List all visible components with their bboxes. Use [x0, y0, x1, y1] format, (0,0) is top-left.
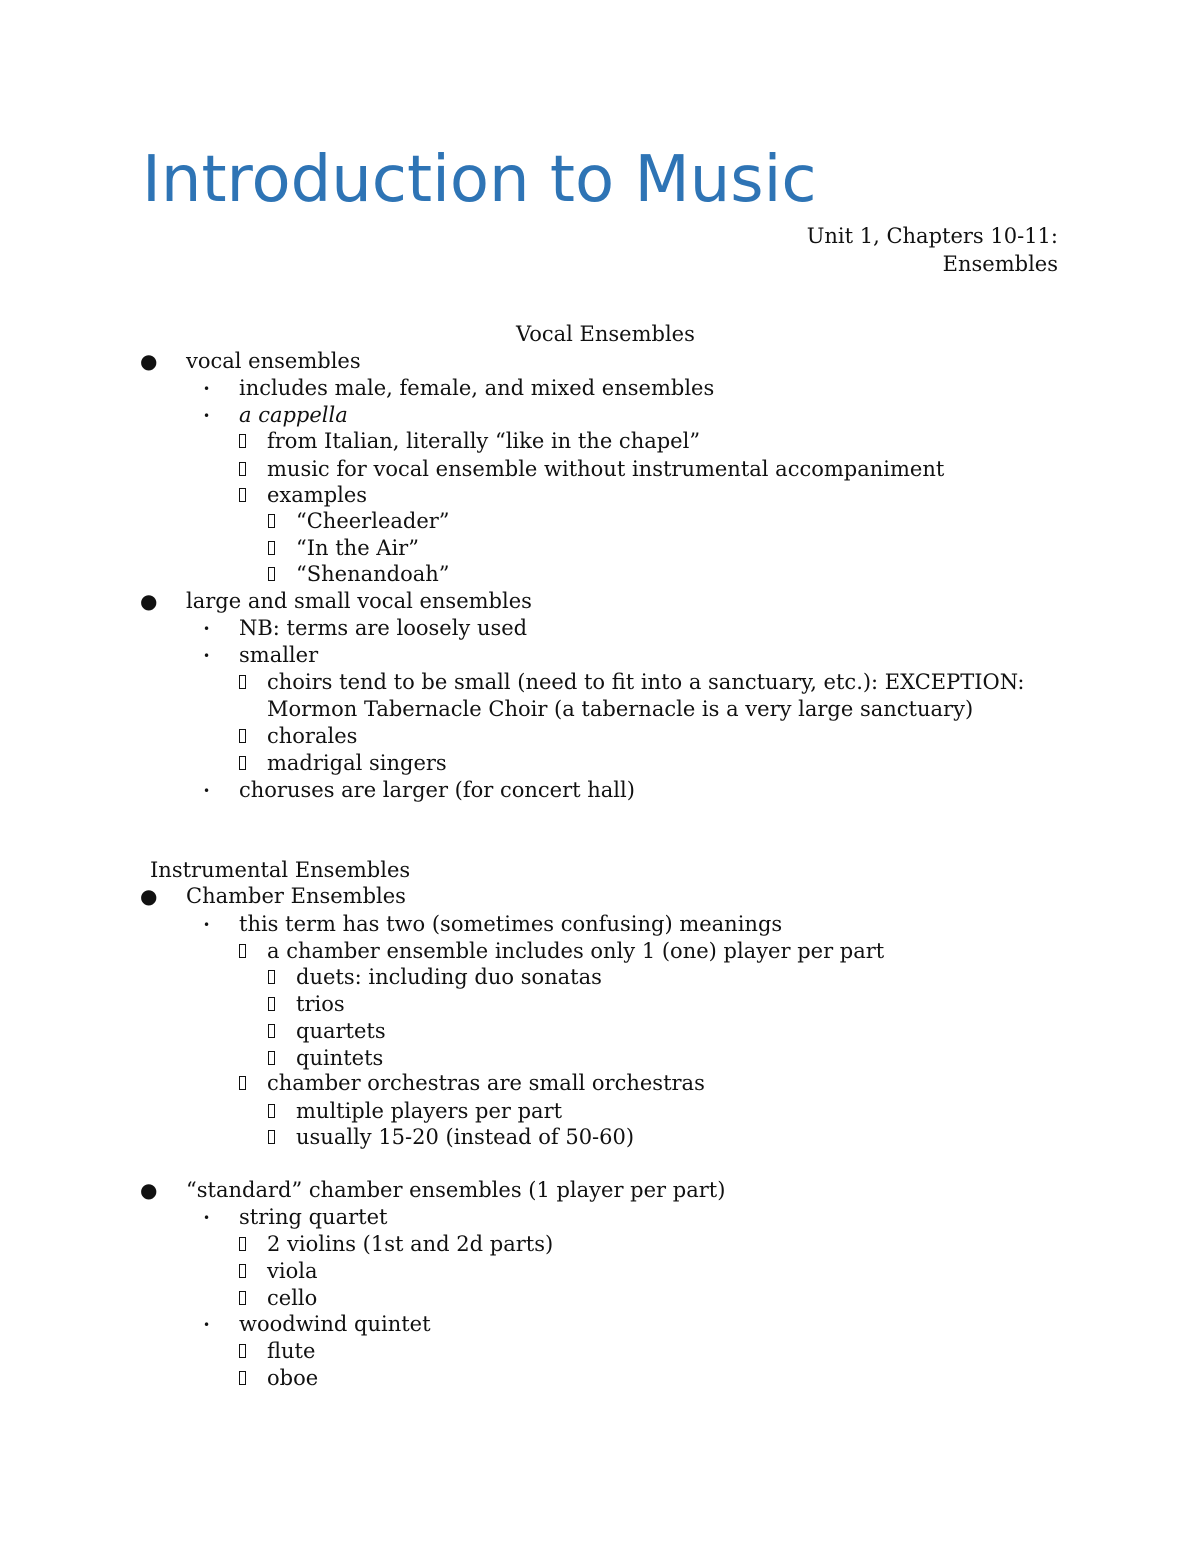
list-item: ● “standard” chamber ensembles (1 player per part) [140, 1178, 726, 1202]
missing-glyph-bullet-icon [268, 970, 275, 984]
bullet-icon: ● [140, 349, 158, 373]
small-bullet-icon: • [203, 1318, 211, 1332]
list-item: chorales [267, 723, 357, 750]
small-bullet-icon: • [203, 784, 211, 798]
list-item: • woodwind quintet [239, 1311, 431, 1338]
missing-glyph-bullet-icon [239, 488, 246, 502]
bullet-icon: ● [140, 589, 158, 613]
bullet-icon: ● [140, 1178, 158, 1202]
list-item: • this term has two (sometimes confusing) meanings [239, 911, 782, 938]
missing-glyph-bullet-icon [239, 675, 246, 689]
list-item: cello [267, 1285, 317, 1312]
section-heading-vocal: Vocal Ensembles [516, 322, 695, 346]
list-item: “Cheerleader” [296, 508, 450, 535]
small-bullet-icon: • [203, 409, 211, 423]
missing-glyph-bullet-icon [268, 1024, 275, 1038]
missing-glyph-bullet-icon [239, 729, 246, 743]
list-item: flute [267, 1338, 315, 1365]
bullet-icon: ● [140, 884, 158, 908]
list-item: • choruses are larger (for concert hall) [239, 777, 635, 804]
missing-glyph-bullet-icon [239, 1291, 246, 1305]
small-bullet-icon: • [203, 622, 211, 636]
small-bullet-icon: • [203, 1211, 211, 1225]
list-item: madrigal singers [267, 750, 447, 777]
missing-glyph-bullet-icon [239, 462, 246, 476]
list-item: • a cappella [239, 402, 348, 429]
list-item: ● vocal ensembles [140, 349, 361, 373]
missing-glyph-bullet-icon [239, 434, 246, 448]
missing-glyph-bullet-icon [268, 541, 275, 555]
list-item: quintets [296, 1045, 383, 1072]
list-item: “Shenandoah” [296, 561, 450, 588]
list-item: • NB: terms are loosely used [239, 615, 527, 642]
list-item: • includes male, female, and mixed ensembles [239, 375, 714, 402]
document-subtitle [658, 222, 1058, 278]
list-item: ● large and small vocal ensembles [140, 589, 532, 613]
list-item: from Italian, literally “like in the chapel” [267, 428, 700, 455]
missing-glyph-bullet-icon [268, 1104, 275, 1118]
list-item: a chamber ensemble includes only 1 (one) player per part [267, 938, 884, 965]
section-heading-instrumental: Instrumental Ensembles [150, 858, 411, 882]
subtitle-unit-line: Unit 1, Chapters 10-11: [806, 224, 1058, 248]
list-item: • string quartet [239, 1204, 387, 1231]
list-item: chamber orchestras are small orchestras [267, 1070, 705, 1097]
missing-glyph-bullet-icon [239, 1344, 246, 1358]
list-item: ● Chamber Ensembles [140, 884, 406, 908]
missing-glyph-bullet-icon [268, 1130, 275, 1144]
missing-glyph-bullet-icon [268, 514, 275, 528]
list-item: examples [267, 482, 367, 509]
list-item: trios [296, 991, 345, 1018]
missing-glyph-bullet-icon [239, 1076, 246, 1090]
list-item: “In the Air” [296, 535, 419, 562]
missing-glyph-bullet-icon [268, 567, 275, 581]
small-bullet-icon: • [203, 918, 211, 932]
small-bullet-icon: • [203, 382, 211, 396]
list-item: multiple players per part [296, 1098, 562, 1125]
list-item: 2 violins (1st and 2d parts) [267, 1231, 553, 1258]
list-item: viola [267, 1258, 317, 1285]
missing-glyph-bullet-icon [268, 997, 275, 1011]
missing-glyph-bullet-icon [239, 756, 246, 770]
list-item: oboe [267, 1365, 318, 1392]
missing-glyph-bullet-icon [239, 944, 246, 958]
small-bullet-icon: • [203, 649, 211, 663]
list-item: music for vocal ensemble without instrumental accompaniment [267, 456, 944, 483]
page-title: Introduction to Music [142, 143, 817, 217]
missing-glyph-bullet-icon [239, 1237, 246, 1251]
list-item: duets: including duo sonatas [296, 964, 602, 991]
subtitle-topic-line: Ensembles [942, 252, 1058, 276]
missing-glyph-bullet-icon [239, 1371, 246, 1385]
list-item: quartets [296, 1018, 386, 1045]
list-item: choirs tend to be small (need to fit into a sanctuary, etc.): EXCEPTION: Mormon Tabernacle Choir (a tabernacle is a very large sanctuary) [267, 669, 1027, 723]
list-item: • smaller [239, 642, 318, 669]
missing-glyph-bullet-icon [239, 1264, 246, 1278]
missing-glyph-bullet-icon [268, 1051, 275, 1065]
list-item: usually 15-20 (instead of 50-60) [296, 1124, 634, 1151]
